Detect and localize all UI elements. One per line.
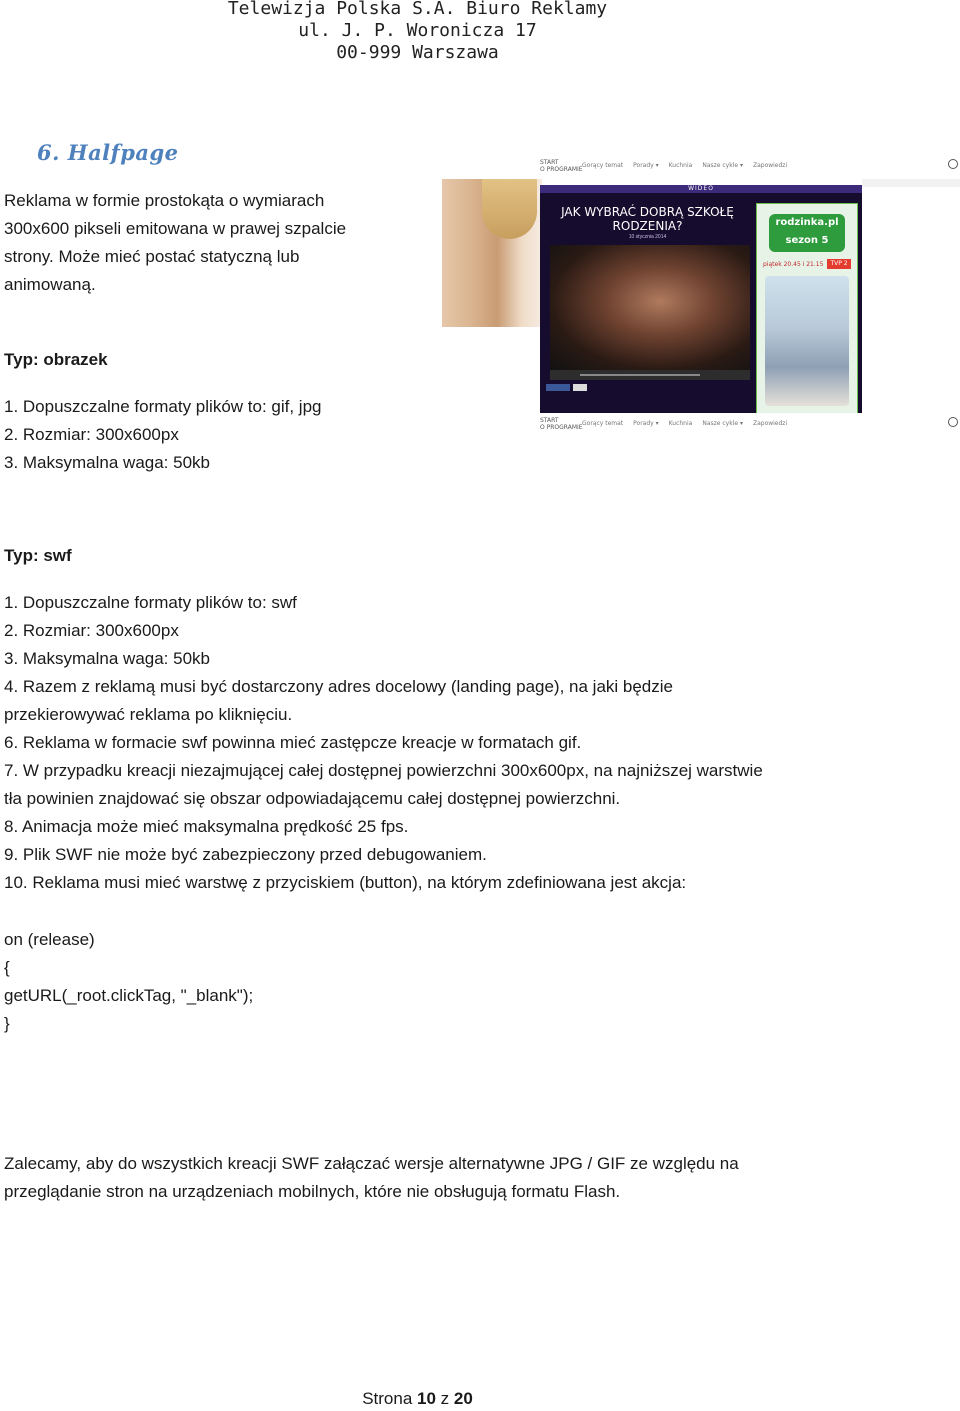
footer-middle: z <box>435 1389 454 1408</box>
ad-cast-photo <box>765 276 849 406</box>
video-progress[interactable] <box>580 374 700 376</box>
site-logo: START O PROGRAMIE <box>540 417 583 431</box>
type-image-item: 3. Maksymalna waga: 50kb <box>4 453 210 472</box>
footer-page-total: 20 <box>453 1389 473 1408</box>
nav-item[interactable]: Gorący temat <box>582 420 624 427</box>
type-image-label: Typ: obrazek <box>4 350 108 369</box>
site-navbar-bottom <box>540 413 960 437</box>
social-buttons <box>546 384 587 391</box>
side-panel-strip <box>862 179 960 187</box>
halfpage-ad[interactable] <box>756 203 858 415</box>
nav-item[interactable]: Kuchnia <box>668 420 693 427</box>
code-line: getURL(_root.clickTag, "_blank"); <box>4 986 254 1005</box>
nav-items <box>582 420 787 427</box>
header-street: ul. J. P. Woronicza 17 <box>298 20 537 41</box>
ad-channel-badge: TVP 2 <box>827 259 851 269</box>
site-logo: START O PROGRAMIE <box>540 159 583 173</box>
header-company: Telewizja Polska S.A. Biuro Reklamy <box>227 0 608 19</box>
type-image-item: 2. Rozmiar: 300x600px <box>4 425 179 444</box>
video-section <box>540 185 862 413</box>
type-image-item: 1. Dopuszczalne formaty plików to: gif, jpg <box>4 397 322 416</box>
code-line: { <box>4 958 10 977</box>
footer-page-number: 10 <box>417 1389 436 1408</box>
facebook-like-button[interactable] <box>546 384 570 391</box>
header-city: 00-999 Warszawa <box>336 42 499 63</box>
type-swf-label: Typ: swf <box>4 546 72 565</box>
type-swf-item: 4. Razem z reklamą musi być dostarczony adres docelowy (landing page), na jaki będzie <box>4 677 673 696</box>
type-swf-item: 6. Reklama w formacie swf powinna mieć zastępcze kreacje w formatach gif. <box>4 733 582 752</box>
search-icon[interactable] <box>948 159 958 169</box>
type-swf-item: 1. Dopuszczalne formaty plików to: swf <box>4 593 297 612</box>
code-line: on (release) <box>4 930 95 949</box>
search-icon[interactable] <box>948 417 958 427</box>
recommendation-line-1: Zalecamy, aby do wszystkich kreacji SWF załączać wersje alternatywne JPG / GIF ze względu na <box>4 1154 739 1173</box>
type-swf-item: 10. Reklama musi mieć warstwę z przyciskiem (button), na którym zdefiniowana jest akcja: <box>4 873 687 892</box>
section-title: 6. Halfpage <box>37 140 179 165</box>
video-title: JAK WYBRAĆ DOBRĄ SZKOŁĘ RODZENIA? <box>561 205 734 233</box>
type-swf-item: przekierowywać reklama po kliknięciu. <box>4 705 293 724</box>
type-swf-item: 7. W przypadku kreacji niezajmującej całej dostępnej powierzchni 300x600px, na najniższej warstwie <box>4 761 763 780</box>
nav-item[interactable]: Nasze cykle ▾ <box>702 420 743 427</box>
video-label: WIDEO <box>540 185 862 193</box>
video-date: 10 stycznia 2014 <box>628 234 667 240</box>
code-line: } <box>4 1014 10 1033</box>
video-controls[interactable] <box>550 370 750 380</box>
intro-line-3: strony. Może mieć postać statyczną lub <box>4 247 300 266</box>
nav-item[interactable]: Zapowiedzi <box>752 420 788 427</box>
nav-item[interactable]: Porady ▾ <box>633 420 659 427</box>
nav-item[interactable]: Kuchnia <box>668 162 693 169</box>
intro-line-2: 300x600 pikseli emitowana w prawej szpalcie <box>4 219 347 238</box>
type-swf-item: 8. Animacja może mieć maksymalna prędkość 25 fps. <box>4 817 409 836</box>
nav-item[interactable]: Porady ▾ <box>633 162 659 169</box>
intro-line-1: Reklama w formie prostokąta o wymiarach <box>4 191 325 210</box>
share-button[interactable] <box>573 384 587 391</box>
ad-airtime: piątek 20.45 i 21.15 <box>763 261 824 268</box>
nav-item[interactable]: Gorący temat <box>582 162 624 169</box>
recommendation-line-2: przeglądanie stron na urządzeniach mobilnych, które nie obsługują formatu Flash. <box>4 1182 621 1201</box>
nav-items <box>582 162 787 169</box>
intro-line-4: animowaną. <box>4 275 96 294</box>
halfpage-example-screenshot <box>442 155 960 440</box>
nav-item[interactable]: Nasze cykle ▾ <box>702 162 743 169</box>
type-swf-item: 9. Plik SWF nie może być zabezpieczony przed debugowaniem. <box>4 845 487 864</box>
footer-prefix: Strona <box>362 1389 417 1408</box>
background-photo-hair <box>482 179 537 239</box>
type-swf-item: 2. Rozmiar: 300x600px <box>4 621 179 640</box>
type-swf-item: 3. Maksymalna waga: 50kb <box>4 649 210 668</box>
nav-item[interactable]: Zapowiedzi <box>752 162 788 169</box>
site-navbar <box>540 155 960 179</box>
page-footer <box>0 1387 835 1411</box>
ad-logo: rodzinka.pl sezon 5 <box>769 214 845 252</box>
video-player[interactable] <box>550 245 750 370</box>
type-swf-item: tła powinien znajdować się obszar odpowiadającemu całej dostępnej powierzchni. <box>4 789 621 808</box>
